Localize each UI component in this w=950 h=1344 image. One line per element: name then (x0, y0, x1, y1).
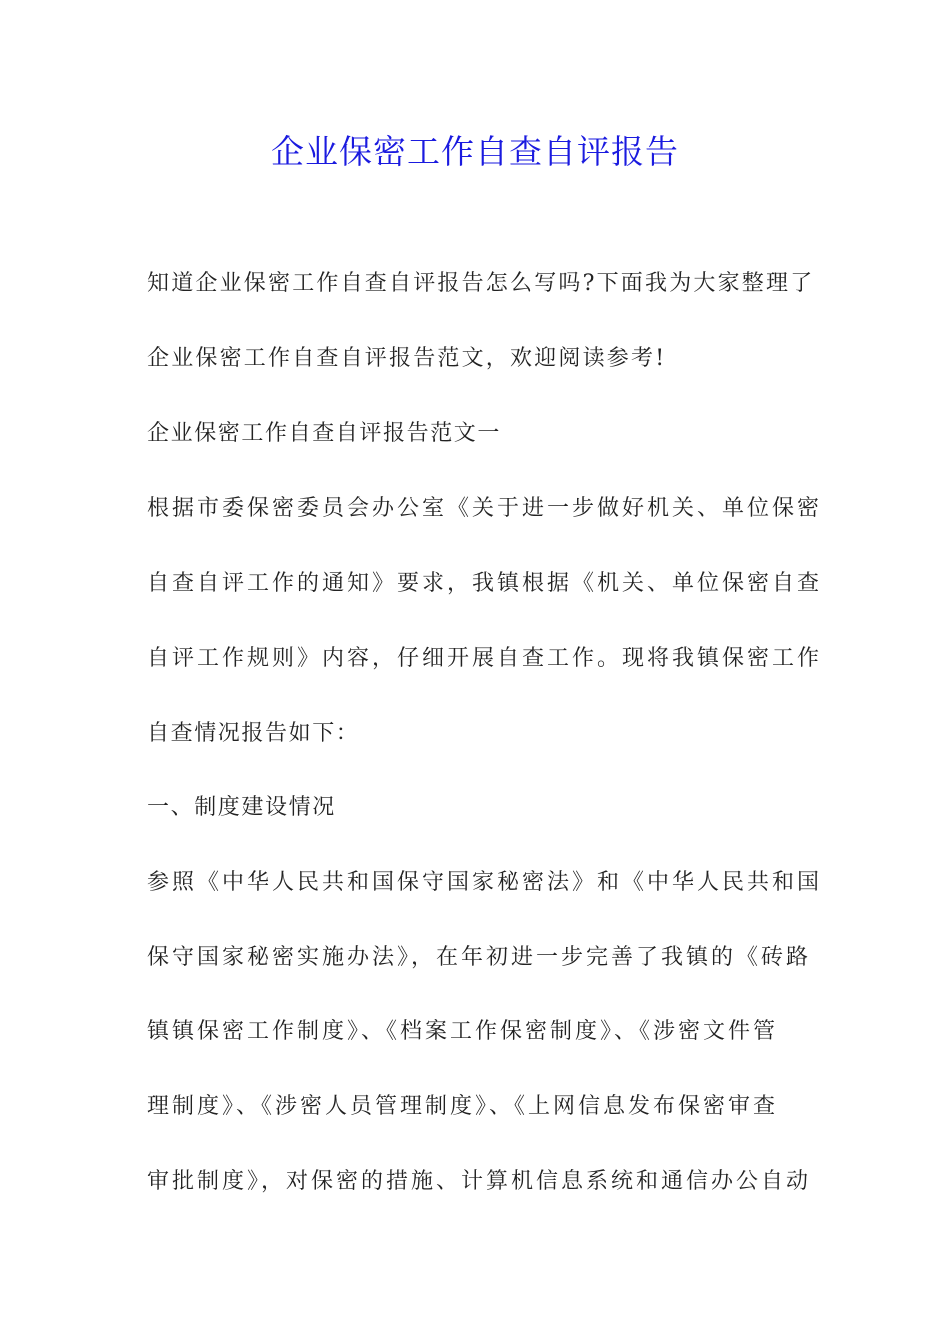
paragraph-line: 自评工作规则》内容，仔细开展自查工作。现将我镇保密工作 (147, 646, 823, 671)
section-heading: 企业保密工作自查自评报告范文一 (147, 421, 502, 446)
paragraph-line: 根据市委保密委员会办公室《关于进一步做好机关、单位保密 (147, 496, 823, 521)
paragraph-line: 镇镇保密工作制度》、《档案工作保密制度》、《涉密文件管 (147, 1019, 779, 1044)
paragraph-line: 企业保密工作自查自评报告范文，欢迎阅读参考! (147, 346, 667, 371)
paragraph-line: 知道企业保密工作自查自评报告怎么写吗?下面我为大家整理了 (147, 271, 815, 296)
paragraph-line: 自查自评工作的通知》要求，我镇根据《机关、单位保密自查 (147, 571, 823, 596)
section-heading: 一、制度建设情况 (147, 795, 336, 820)
paragraph-line: 审批制度》，对保密的措施、计算机信息系统和通信办公自动 (147, 1169, 812, 1194)
document-title: 企业保密工作自查自评报告 (271, 132, 679, 171)
paragraph-line: 理制度》、《涉密人员管理制度》、《上网信息发布保密审查 (147, 1094, 779, 1119)
paragraph-line: 参照《中华人民共和国保守国家秘密法》和《中华人民共和国 (147, 870, 823, 895)
paragraph-line: 自查情况报告如下： (147, 721, 360, 746)
paragraph-line: 保守国家秘密实施办法》，在年初进一步完善了我镇的《砖路 (147, 945, 812, 970)
